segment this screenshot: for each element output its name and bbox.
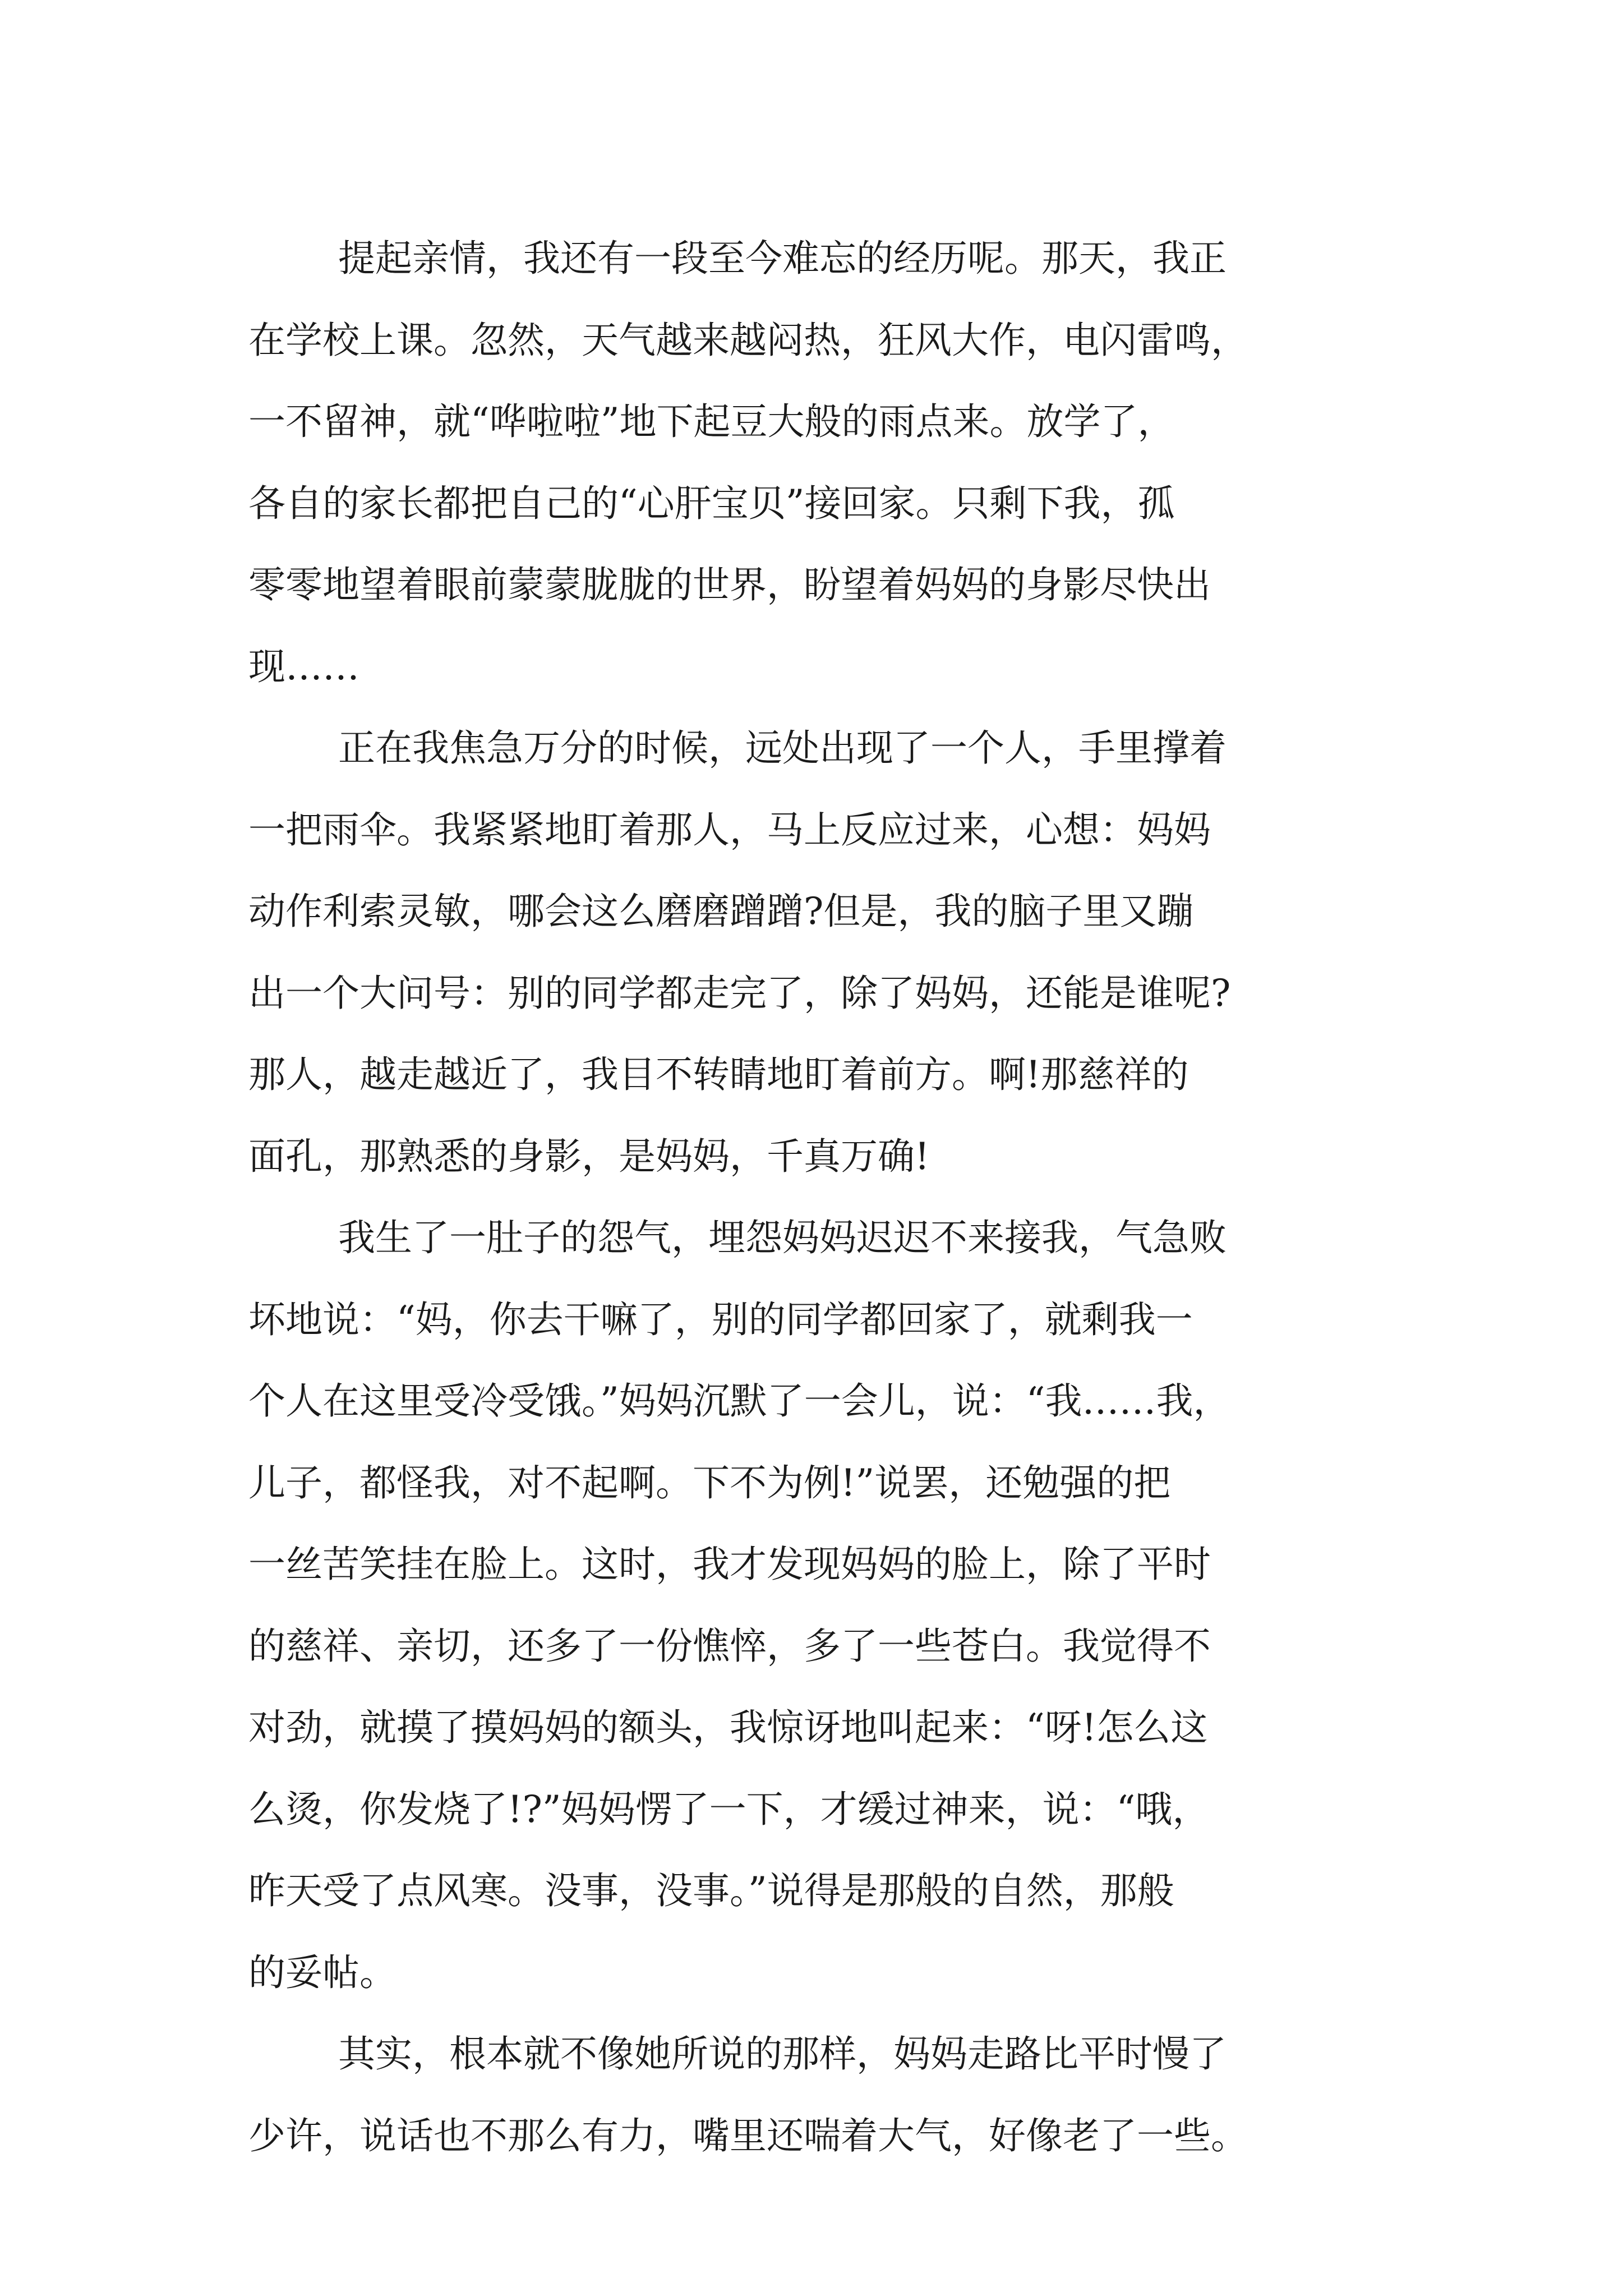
text-line: 一丝苦笑挂在脸上。这时，我才发现妈妈的脸上，除了平时 bbox=[248, 1543, 1211, 1586]
essay-body bbox=[248, 218, 1398, 2177]
text-line: 出一个大问号：别的同学都走完了，除了妈妈，还能是谁呢? bbox=[248, 971, 1231, 1015]
text-line: 各自的家长都把自己的“心肝宝贝”接回家。只剩下我，孤 bbox=[248, 481, 1175, 525]
text-line: 正在我焦急万分的时候，远处出现了一个人，手里撑着 bbox=[338, 726, 1227, 770]
text-line: 么烫，你发烧了!?”妈妈愣了一下，才缓过神来，说：“哦， bbox=[248, 1787, 1210, 1831]
text-line: 的慈祥、亲切，还多了一份憔悴，多了一些苍白。我觉得不 bbox=[248, 1624, 1211, 1668]
text-line: 我生了一肚子的怨气，埋怨妈妈迟迟不来接我，气急败 bbox=[338, 1216, 1227, 1259]
text-line: 儿子，都怪我，对不起啊。下不为例!”说罢，还勉强的把 bbox=[248, 1461, 1171, 1504]
text-line: 个人在这里受冷受饿。”妈妈沉默了一会儿，说：“我……我， bbox=[248, 1379, 1230, 1423]
text-line: 面孔，那熟悉的身影，是妈妈，千真万确! bbox=[248, 1134, 930, 1178]
text-line: 在学校上课。忽然，天气越来越闷热，狂风大作，电闪雷鸣， bbox=[248, 318, 1248, 362]
paragraph-1 bbox=[248, 218, 1398, 707]
text-line: 坏地说：“妈，你去干嘛了，别的同学都回家了，就剩我一 bbox=[248, 1297, 1193, 1341]
text-line: 一把雨伞。我紧紧地盯着那人，马上反应过来，心想：妈妈 bbox=[248, 808, 1211, 852]
paragraph-2 bbox=[248, 707, 1398, 1197]
text-line: 提起亲情，我还有一段至今难忘的经历呢。那天，我正 bbox=[338, 237, 1227, 280]
text-line: 现…… bbox=[248, 645, 359, 688]
text-line: 对劲，就摸了摸妈妈的额头，我惊讶地叫起来：“呀!怎么这 bbox=[248, 1706, 1208, 1749]
text-line: 其实，根本就不像她所说的那样，妈妈走路比平时慢了 bbox=[338, 2032, 1227, 2076]
text-line: 零零地望着眼前蒙蒙胧胧的世界，盼望着妈妈的身影尽快出 bbox=[248, 563, 1211, 606]
text-line: 的妥帖。 bbox=[248, 1950, 396, 1994]
text-line: 一不留神，就“哗啦啦”地下起豆大般的雨点来。放学了， bbox=[248, 400, 1175, 443]
text-line: 昨天受了点风寒。没事，没事。”说得是那般的自然，那般 bbox=[248, 1869, 1174, 1912]
text-line: 那人，越走越近了，我目不转睛地盯着前方。啊!那慈祥的 bbox=[248, 1053, 1189, 1096]
paragraph-4 bbox=[248, 2013, 1398, 2177]
text-line: 少许，说话也不那么有力，嘴里还喘着大气，好像老了一些。 bbox=[248, 2114, 1248, 2157]
paragraph-3 bbox=[248, 1197, 1398, 2013]
text-line: 动作利索灵敏，哪会这么磨磨蹭蹭?但是，我的脑子里又蹦 bbox=[248, 890, 1194, 933]
